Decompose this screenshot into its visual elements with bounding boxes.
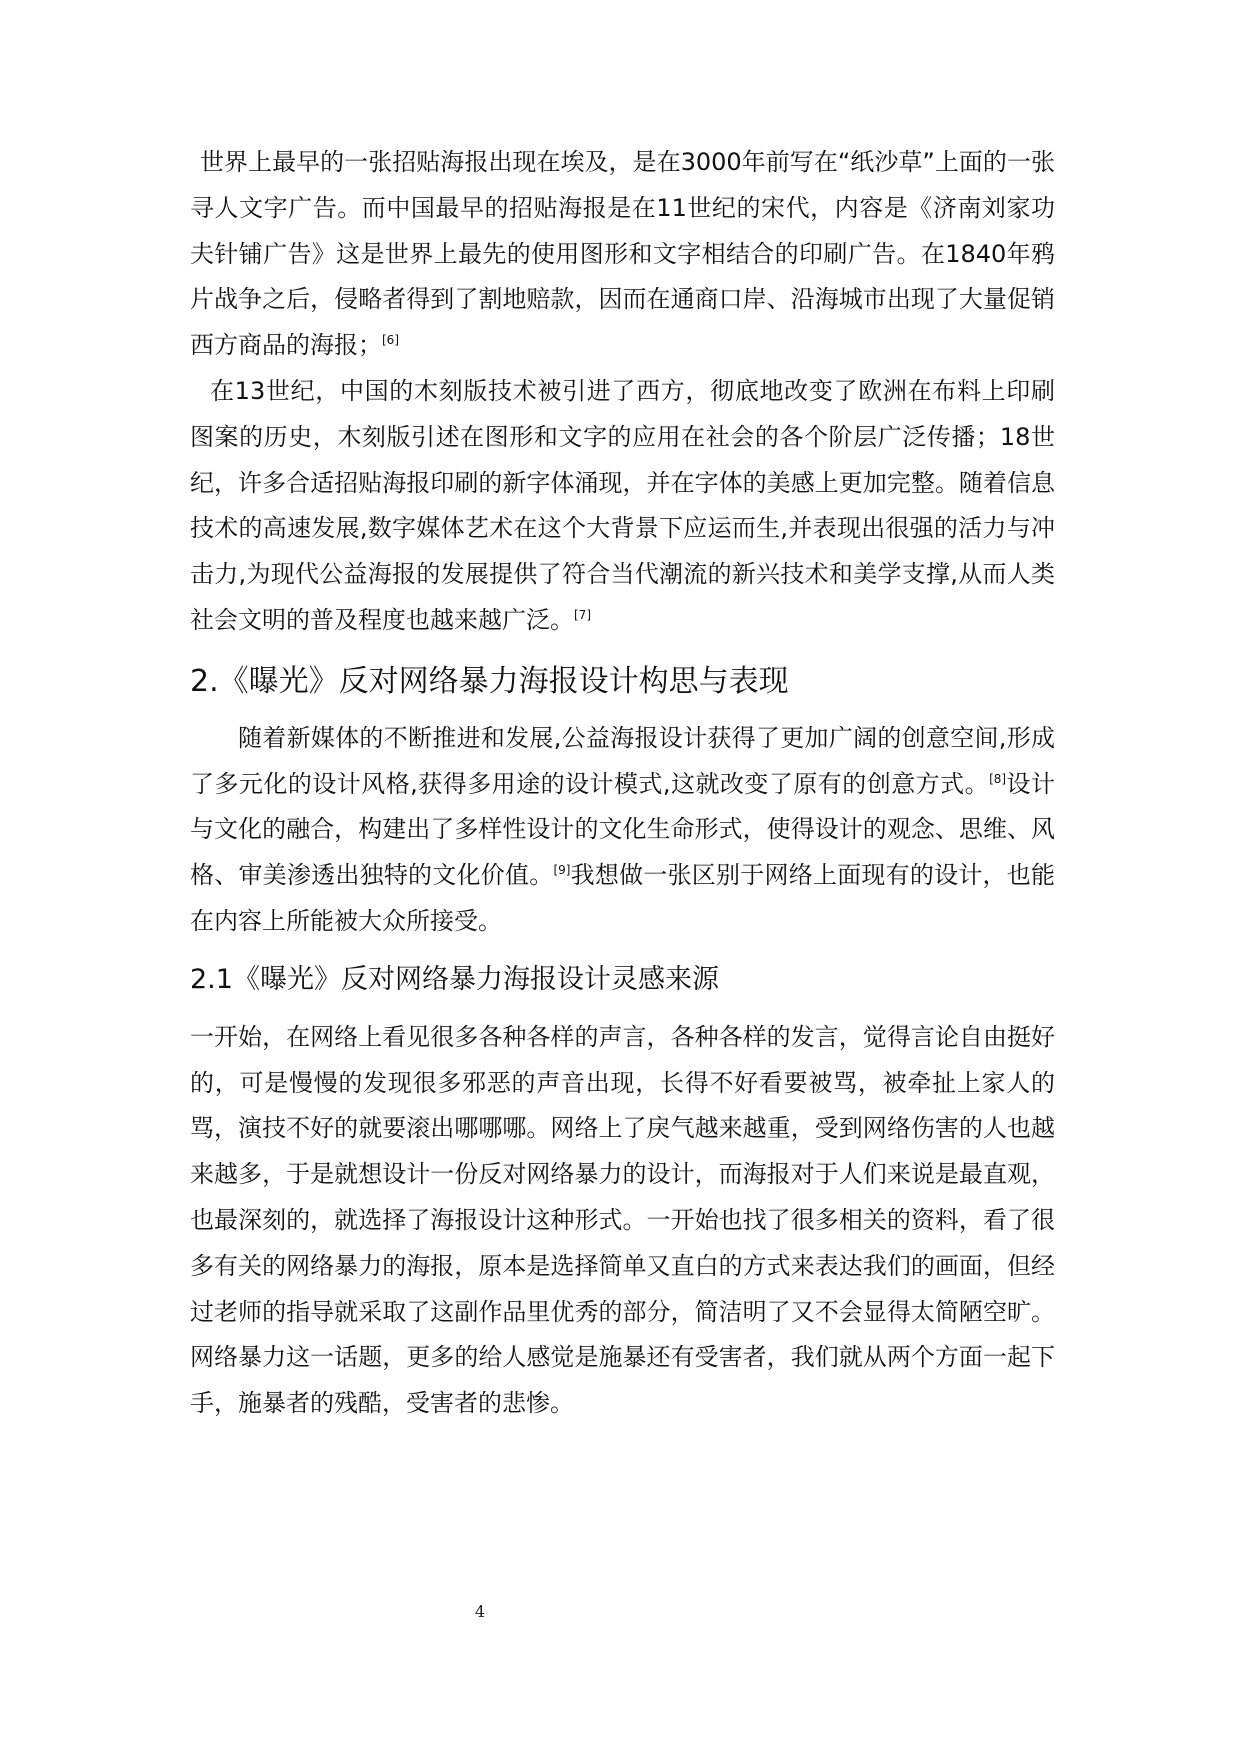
paragraph-text: 我想做一张区别于网络上面现有的设计，也能在内容上所能被大众所接受。 <box>190 861 1056 935</box>
citation-ref: [7] <box>574 607 591 622</box>
subsection-heading: 2.1《曝光》反对网络暴力海报设计灵感来源 <box>190 963 719 995</box>
paragraph-new-media <box>190 716 1055 945</box>
paragraph-text: 在13世纪，中国的木刻版技术被引进了西方，彻底地改变了欧洲在布料上印刷图案的历史，木刻版引述在图形和文字的应用在社会的各个阶层广泛传播；18世纪，许多合适招贴海报印刷的新字体涌现，并在字体的美感上更加完整。随着信息技术的高速发展,数字媒体艺术在这个大背景下应运而生,并表现出很强的活力与冲击力,为现代公益海报的发展提供了符合当代潮流的新兴技术和美学支撑,从而人类社会文明的普及程度也越来越广泛。 <box>190 376 1055 634</box>
citation-ref: [9] <box>553 863 571 878</box>
paragraph-text: 设计与文化的融合，构建出了多样性设计的文化生命形式，使得设计的观念、思维、风格、审美渗透出独特的文化价值。 <box>190 769 1055 890</box>
citation-ref: [6] <box>382 333 399 348</box>
paragraph-text: 一开始，在网络上看见很多各种各样的声言，各种各样的发言，觉得言论自由挺好的，可是慢慢的发现很多邪恶的声音出现，长得不好看要被骂，被牵扯上家人的骂，演技不好的就要滚出哪哪哪。网络上了戾气越来越重，受到网络伤害的人也越来越多，于是就想设计一份反对网络暴力的设计，而海报对于人们来说是最直观，也最深刻的，就选择了海报设计这种形式。一开始也找了很多相关的资料，看了很多有关的网络暴力的海报，原本是选择简单又直白的方式来表达我们的画面，但经过老师的指导就采取了这副作品里优秀的部分，简洁明了又不会显得太简陋空旷。网络暴力这一话题，更多的给人感觉是施暴还有受害者，我们就从两个方面一起下手，施暴者的残酷，受害者的悲惨。 <box>190 1022 1055 1418</box>
section-heading: 2.《曝光》反对网络暴力海报设计构思与表现 <box>190 663 789 699</box>
page-number: 4 <box>474 1602 486 1621</box>
document-page <box>190 140 1055 1427</box>
paragraph-text: 随着新媒体的不断推进和发展,公益海报设计获得了更加广阔的创意空间,形成了多元化的设计风格,获得多用途的设计模式,这就改变了原有的创意方式。 <box>190 723 1055 798</box>
paragraph-woodblock-history <box>190 369 1055 644</box>
paragraph-poster-history <box>190 140 1055 369</box>
paragraph-inspiration <box>190 1015 1055 1427</box>
paragraph-text: 世界上最早的一张招贴海报出现在埃及，是在3000年前写在“纸沙草”上面的一张寻人文字广告。而中国最早的招贴海报是在11世纪的宋代，内容是《济南刘家功夫针铺广告》这是世界上最先的使用图形和文字相结合的印刷广告。在1840年鸦片战争之后，侵略者得到了割地赔款，因而在通商口岸、沿海城市出现了大量促销西方商品的海报； <box>190 148 1055 360</box>
citation-ref: [8] <box>989 771 1007 786</box>
